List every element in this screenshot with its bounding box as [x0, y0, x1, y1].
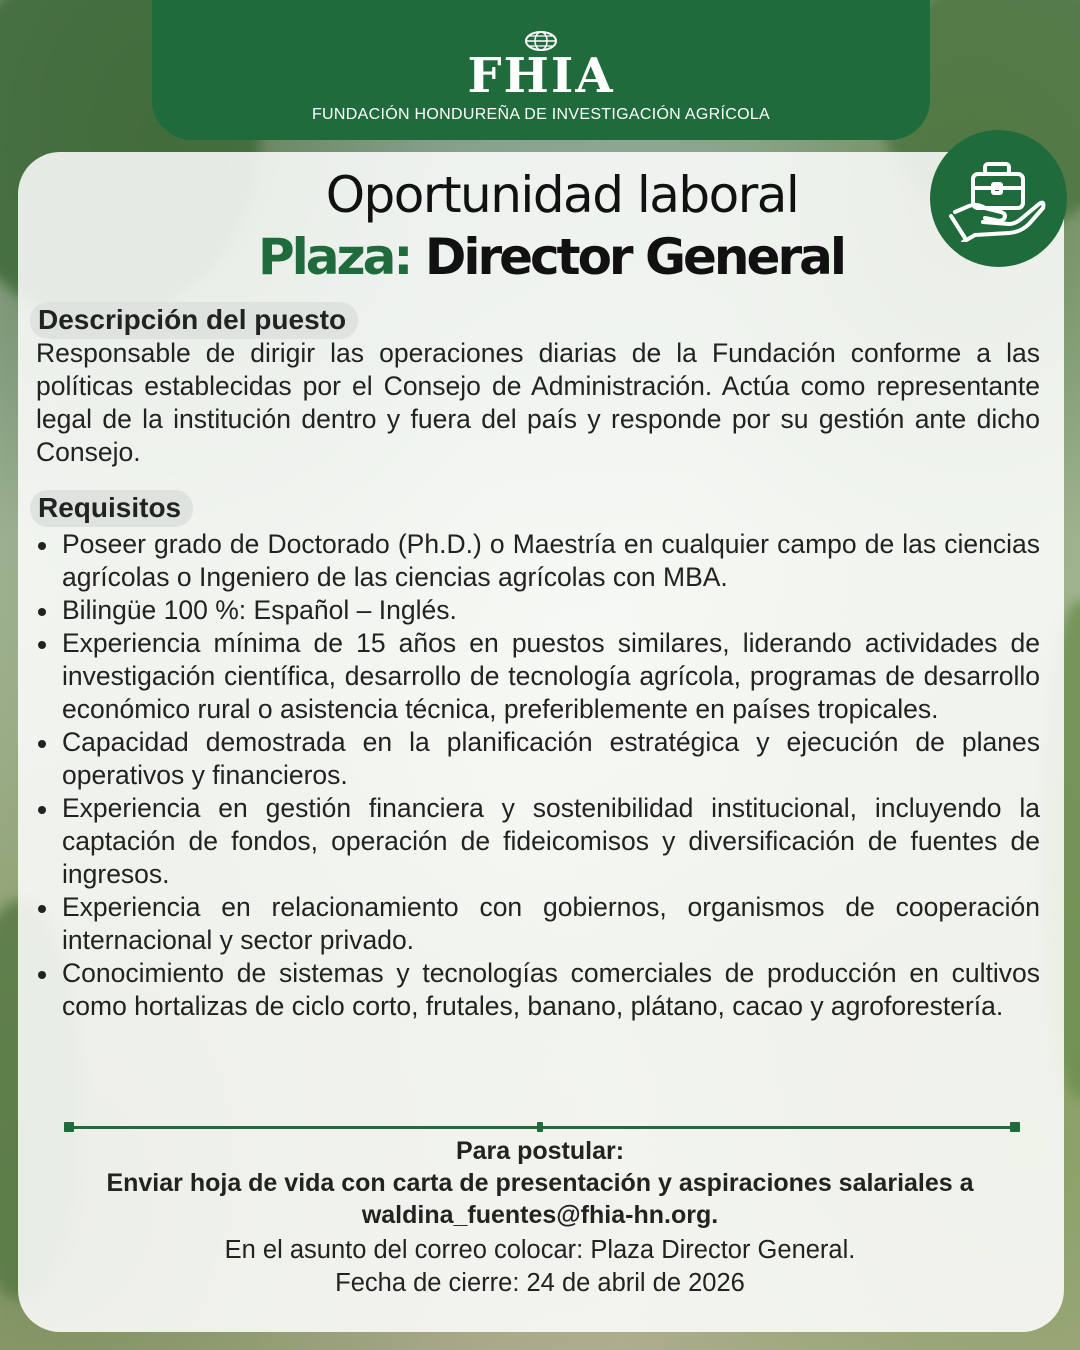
organization-name: FUNDACIÓN HONDUREÑA DE INVESTIGACIÓN AGRÍCOLA — [311, 106, 770, 123]
apply-subject: En el asunto del correo colocar: Plaza Director General. — [224, 1236, 856, 1264]
list-item: Capacidad demostrada en la planificación estratégica y ejecución de planes operativos y financieros. — [36, 726, 1040, 792]
requirements-heading: Requisitos — [30, 490, 193, 527]
plaza-label: Plaza: — [258, 228, 411, 286]
list-item: Experiencia mínima de 15 años en puestos similares, liderando actividades de investigación científica, desarrollo de tecnología agrícola, programas de desarrollo económico rural o asistencia técnica, preferiblemente en países tropicales. — [36, 627, 1040, 726]
fhia-logo — [467, 30, 615, 104]
list-item: Experiencia en relacionamiento con gobiernos, organismos de cooperación internacional y sector privado. — [36, 891, 1040, 957]
description-text: Responsable de dirigir las operaciones diarias de la Fundación conforme a las políticas establecidas por el Consejo de Administración. Actúa como representante legal de la institución dentro y fuera del país y responde por su gestión ante dicho Consejo. — [36, 338, 1040, 467]
apply-heading: Para postular: — [455, 1137, 625, 1165]
list-item: Poseer grado de Doctorado (Ph.D.) o Maestría en cualquier campo de las ciencias agrícolas o Ingeniero de las ciencias agrícolas con MBA. — [36, 528, 1040, 594]
position-title — [0, 228, 1080, 286]
requirements-list — [36, 528, 1040, 1023]
list-item: Experiencia en gestión financiera y sostenibilidad institucional, incluyendo la captación de fondos, operación de fideicomisos y diversificación de fuentes de ingresos. — [36, 792, 1040, 891]
position-name: Director General — [424, 228, 844, 286]
page-title: Oportunidad laboral — [325, 166, 799, 224]
divider — [64, 1120, 1020, 1134]
list-item: Conocimiento de sistemas y tecnologías comerciales de producción en cultivos como hortalizas de ciclo corto, frutales, banano, plátano, cacao y agroforestería. — [36, 957, 1040, 1023]
apply-instructions: Enviar hoja de vida con carta de presentación y aspiraciones salariales a — [106, 1169, 974, 1197]
list-item: Bilingüe 100 %: Español – Inglés. — [36, 594, 1040, 627]
closing-date: Fecha de cierre: 24 de abril de 2026 — [335, 1269, 745, 1297]
apply-email-link[interactable]: waldina_fuentes@fhia-hn.org. — [361, 1201, 719, 1229]
globe-icon — [524, 30, 558, 52]
logo-text: FHIA — [467, 48, 615, 104]
description-heading: Descripción del puesto — [30, 302, 358, 339]
header-banner — [152, 0, 930, 140]
